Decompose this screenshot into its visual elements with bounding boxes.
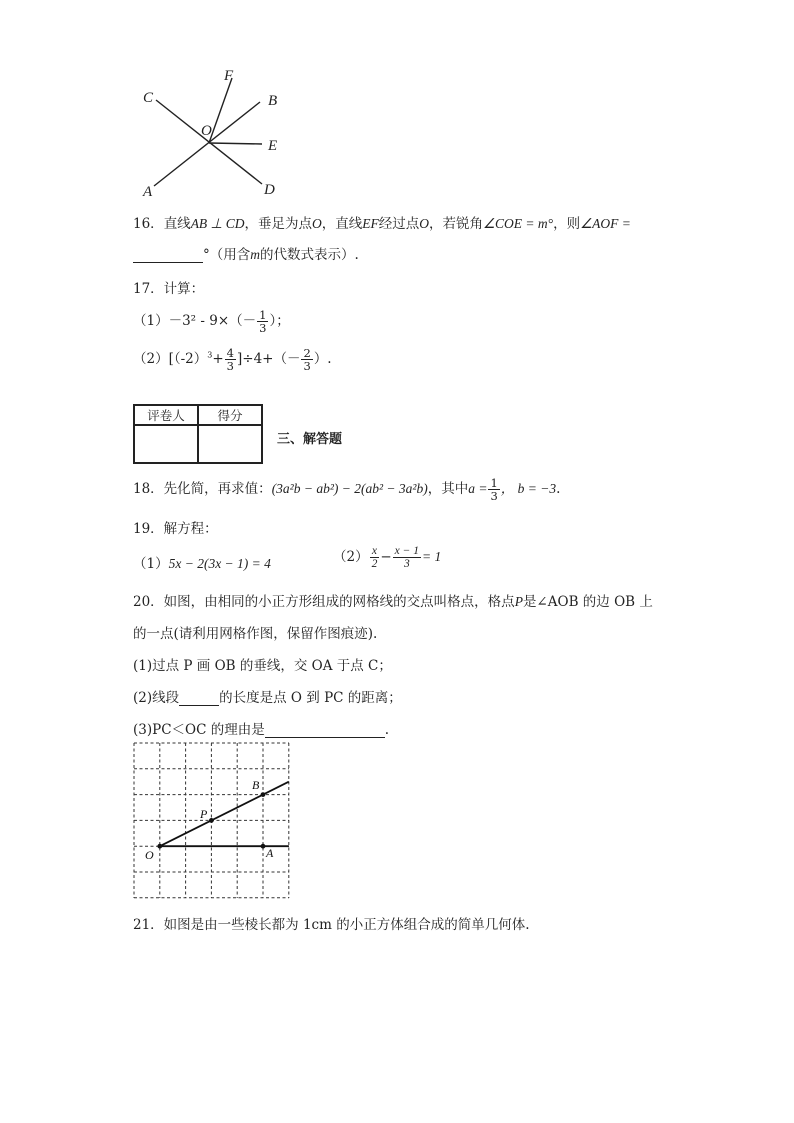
grid-figure [130, 738, 295, 903]
grader-cell[interactable] [134, 425, 198, 463]
label-a: A [266, 846, 274, 860]
angle-figure [130, 62, 290, 202]
label-d: D [264, 182, 275, 198]
label-b: B [268, 93, 278, 109]
fraction: $\frac{4}{3}$ [226, 346, 234, 374]
answer-blank[interactable] [265, 725, 385, 738]
answer-blank[interactable] [133, 250, 203, 263]
q17-title: 17．计算： [133, 281, 205, 297]
score-cell[interactable] [198, 425, 262, 463]
fraction: $\frac{1}{3}$ [490, 476, 498, 504]
label-o: O [201, 123, 212, 139]
q19-title: 19．解方程： [133, 521, 218, 537]
q20-sub3: (3)PC＜OC 的理由是 . [133, 722, 390, 738]
label-b: B [252, 778, 260, 792]
ray-oe [209, 143, 262, 144]
q16-line1: 16．直线AB ⊥ CD，垂足为点O，直线EF经过点O，若锐角∠COE = m°，则∠AOF = [133, 216, 631, 232]
point-a [261, 844, 266, 849]
fraction: $\frac{2}{3}$ [303, 346, 311, 374]
fraction: $\frac{x - 1}{3}$ [394, 545, 420, 571]
q20-sub2: (2)线段 的长度是点 O 到 PC 的距离； [133, 690, 402, 706]
point-b [261, 792, 266, 797]
point-p [209, 818, 214, 823]
q21: 21．如图是由一些棱长都为 1cm 的小正方体组合成的简单几何体. [133, 917, 530, 933]
fraction: $\frac{x}{2}$ [371, 545, 378, 571]
q19-part2: （2） $\frac{x}{2}$ − $\frac{x - 1}{3}$ = 1 [333, 545, 442, 571]
label-c: C [143, 90, 154, 106]
label-o: O [145, 848, 154, 862]
q20-sub1: (1)过点 P 画 OB 的垂线，交 OA 于点 C； [133, 658, 392, 674]
q18: 18．先化简，再求值：(3a²b − ab²) − 2(ab² − 3a²b)，其中a = $\frac{1}{3}$ ， b = −3. [133, 476, 561, 504]
q19-part1: （1）5x − 2(3x − 1) = 4 [133, 556, 271, 572]
score-box [133, 404, 263, 464]
q20-line1: 20．如图，由相同的小正方形组成的网格线的交点叫格点，格点P是∠AOB 的边 OB 上 [133, 594, 653, 610]
label-f: F [224, 68, 234, 84]
section-title: 三、解答题 [277, 432, 343, 447]
q16-line2: °（用含m的代数式表示）. [133, 243, 359, 263]
label-p: P [200, 807, 208, 821]
q17-part2: $(2)[(-2)^3+$ $\frac{4}{3}$ ]÷4+（－ $\frac{2}{3}$ ）. [133, 346, 332, 374]
fraction: $\frac{1}{3}$ [259, 308, 267, 336]
label-a: A [143, 184, 153, 200]
ray-ob [160, 782, 289, 847]
score-header-score: 得分 [198, 405, 262, 425]
label-e: E [268, 138, 278, 154]
q17-part1: （1）－3² - 9×（－ $\frac{1}{3}$ ）； [133, 308, 290, 336]
answer-blank[interactable] [179, 693, 219, 706]
q20-line2: 的一点(请利用网格作图，保留作图痕迹). [133, 626, 378, 642]
score-header-grader: 评卷人 [134, 405, 198, 425]
point-o [157, 844, 162, 849]
